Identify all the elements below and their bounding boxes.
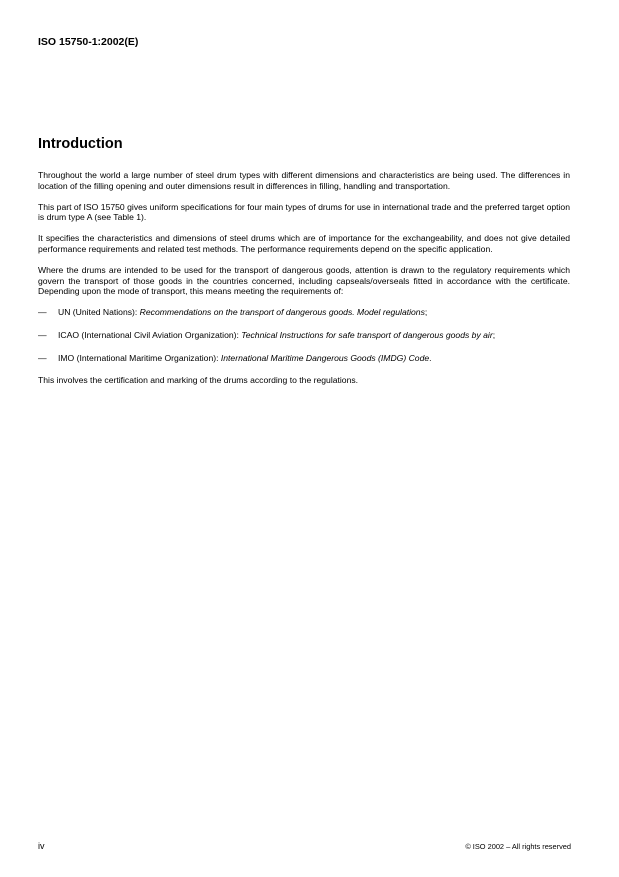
closing-paragraph: This involves the certification and marking of the drums according to the regulations. bbox=[38, 375, 359, 386]
requirements-list bbox=[38, 307, 570, 363]
requirement-end: ; bbox=[492, 329, 496, 340]
requirement-icao bbox=[38, 330, 570, 341]
requirement-org: UN (United Nations): bbox=[58, 307, 140, 318]
requirement-end: ; bbox=[424, 307, 428, 318]
document-id: ISO 15750-1:2002(E) bbox=[38, 36, 139, 48]
paragraph-4: Where the drums are intended to be used for the transport of dangerous goods, attention is drawn to the regulatory requirements which govern the transport of those goods in the countries concerned, including capseals/overseals fitted in accordance with the certificate. Depending upon the mode of transport, this means meeting the requirements of: bbox=[38, 265, 570, 297]
requirement-doc: International Maritime Dangerous Goods (IMDG) Code bbox=[220, 352, 430, 363]
section-title: Introduction bbox=[38, 136, 123, 152]
requirement-end: . bbox=[429, 352, 432, 363]
paragraph-1: Throughout the world a large number of steel drum types with different dimensions and characteristics are being used. The differences in location of the filling opening and outer dimensions result in differences in filling, handling and transportation. bbox=[38, 170, 570, 191]
list-dash: — bbox=[38, 329, 47, 340]
paragraph-3: It specifies the characteristics and dimensions of steel drums which are of importance for the exchangeability, and does not give detailed performance requirements and related test methods. The performance requirements depend on the specific application. bbox=[38, 233, 570, 254]
copyright-notice: © ISO 2002 – All rights reserved bbox=[465, 842, 571, 851]
list-dash: — bbox=[38, 352, 47, 363]
requirement-doc: Recommendations on the transport of dangerous goods. Model regulations bbox=[139, 307, 425, 318]
requirement-doc: Technical Instructions for safe transport of dangerous goods by air bbox=[241, 329, 493, 340]
requirement-org: IMO (International Maritime Organization): bbox=[58, 352, 221, 363]
requirement-un bbox=[38, 307, 570, 318]
page-number: iv bbox=[38, 841, 45, 851]
requirement-org: ICAO (International Civil Aviation Organization): bbox=[58, 329, 242, 340]
introduction-section bbox=[38, 136, 570, 396]
list-dash: — bbox=[38, 307, 47, 318]
requirement-imo bbox=[38, 353, 570, 364]
paragraph-2: This part of ISO 15750 gives uniform specifications for four main types of drums for use in international trade and the preferred target option is drum type A (see Table 1). bbox=[38, 201, 570, 223]
